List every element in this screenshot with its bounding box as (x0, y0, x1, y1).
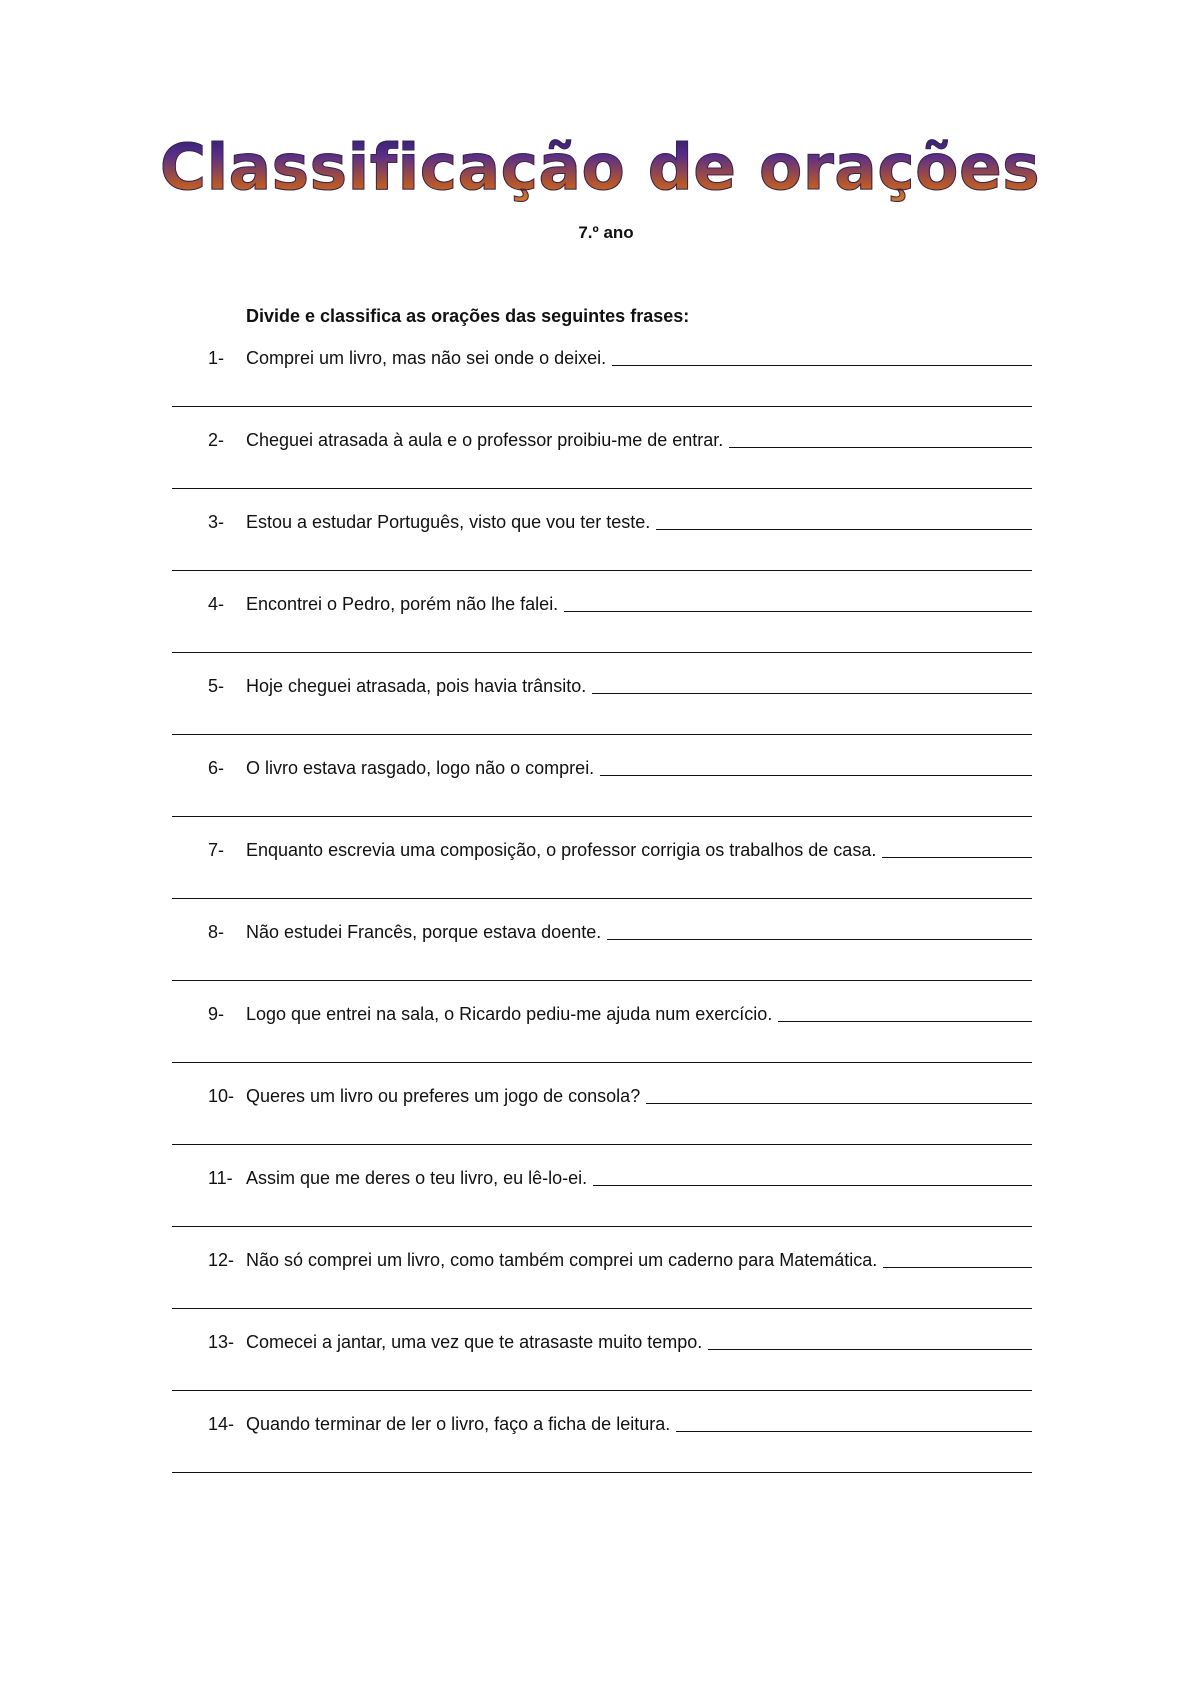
exercise-item (172, 1412, 1032, 1494)
item-sentence: Logo que entrei na sala, o Ricardo pediu-me ajuda num exercício. (246, 1004, 773, 1024)
page-title: Classificação de orações (0, 128, 1200, 208)
answer-blank[interactable] (646, 1103, 1032, 1104)
answer-blank[interactable] (600, 775, 1032, 776)
exercise-item (172, 1002, 1032, 1084)
answer-line[interactable] (172, 980, 1032, 981)
exercise-item (172, 510, 1032, 592)
item-sentence: Quando terminar de ler o livro, faço a ficha de leitura. (246, 1414, 671, 1434)
answer-line[interactable] (172, 1308, 1032, 1309)
exercise-item (172, 1166, 1032, 1248)
answer-blank[interactable] (564, 611, 1032, 612)
answer-line[interactable] (172, 1226, 1032, 1227)
item-sentence: O livro estava rasgado, logo não o comprei. (246, 758, 595, 778)
item-number: 13- (208, 1332, 235, 1352)
item-sentence: Não estudei Francês, porque estava doente. (246, 922, 602, 942)
answer-blank[interactable] (612, 365, 1032, 366)
answer-blank[interactable] (607, 939, 1032, 940)
exercise-item (172, 1330, 1032, 1412)
answer-blank[interactable] (883, 1267, 1032, 1268)
exercise-item (172, 674, 1032, 756)
answer-blank[interactable] (592, 693, 1032, 694)
exercise-item (172, 756, 1032, 838)
answer-blank[interactable] (593, 1185, 1032, 1186)
item-sentence: Cheguei atrasada à aula e o professor proibiu-me de entrar. (246, 430, 724, 450)
item-sentence: Não só comprei um livro, como também comprei um caderno para Matemática. (246, 1250, 878, 1270)
item-number: 11- (208, 1168, 233, 1188)
item-number: 6- (208, 758, 225, 778)
answer-line[interactable] (172, 570, 1032, 571)
answer-line[interactable] (172, 652, 1032, 653)
item-number: 8- (208, 922, 225, 942)
answer-blank[interactable] (729, 447, 1032, 448)
answer-line[interactable] (172, 1472, 1032, 1473)
answer-line[interactable] (172, 898, 1032, 899)
item-number: 9- (208, 1004, 225, 1024)
item-number: 7- (208, 840, 225, 860)
exercise-item (172, 920, 1032, 1002)
item-number: 5- (208, 676, 225, 696)
answer-blank[interactable] (778, 1021, 1032, 1022)
answer-blank[interactable] (656, 529, 1032, 530)
exercise-item (172, 592, 1032, 674)
item-sentence: Enquanto escrevia uma composição, o professor corrigia os trabalhos de casa. (246, 840, 877, 860)
item-sentence: Estou a estudar Português, visto que vou ter teste. (246, 512, 651, 532)
item-sentence: Comecei a jantar, uma vez que te atrasaste muito tempo. (246, 1332, 703, 1352)
item-number: 1- (208, 348, 225, 368)
item-sentence: Assim que me deres o teu livro, eu lê-lo-ei. (246, 1168, 588, 1188)
item-number: 12- (208, 1250, 235, 1270)
exercise-item (172, 1084, 1032, 1166)
item-number: 14- (208, 1414, 235, 1434)
answer-line[interactable] (172, 734, 1032, 735)
item-number: 4- (208, 594, 225, 614)
item-sentence: Queres um livro ou preferes um jogo de consola? (246, 1086, 641, 1106)
answer-line[interactable] (172, 1144, 1032, 1145)
item-number: 3- (208, 512, 225, 532)
exercise-item (172, 1248, 1032, 1330)
exercise-item (172, 838, 1032, 920)
item-number: 2- (208, 430, 225, 450)
answer-blank[interactable] (708, 1349, 1032, 1350)
answer-line[interactable] (172, 816, 1032, 817)
answer-blank[interactable] (882, 857, 1032, 858)
grade-label: 7.º ano (578, 223, 634, 242)
answer-line[interactable] (172, 488, 1032, 489)
exercise-item (172, 428, 1032, 510)
item-sentence: Encontrei o Pedro, porém não lhe falei. (246, 594, 559, 614)
answer-line[interactable] (172, 1062, 1032, 1063)
item-sentence: Hoje cheguei atrasada, pois havia trânsito. (246, 676, 587, 696)
item-sentence: Comprei um livro, mas não sei onde o deixei. (246, 348, 607, 368)
exercise-item (172, 346, 1032, 428)
answer-line[interactable] (172, 406, 1032, 407)
answer-line[interactable] (172, 1390, 1032, 1391)
answer-blank[interactable] (676, 1431, 1032, 1432)
item-number: 10- (208, 1086, 235, 1106)
instruction-text: Divide e classifica as orações das seguintes frases: (246, 306, 690, 326)
